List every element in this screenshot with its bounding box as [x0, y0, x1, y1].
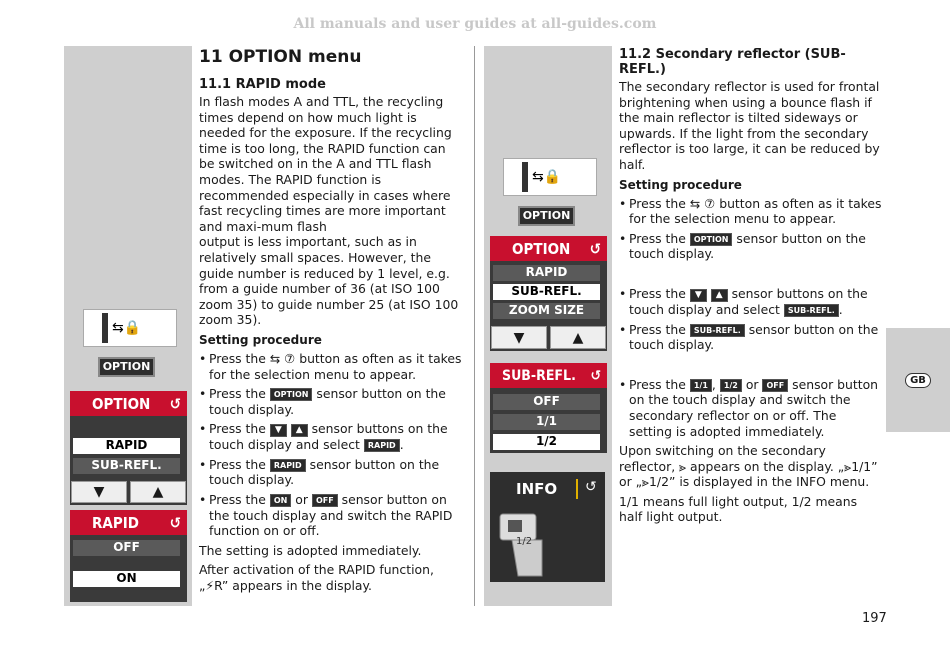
on-chip: ON — [270, 494, 292, 507]
list-item: • Press the ▼ ▲ sensor buttons on the touch display and select SUB-REFL. . — [619, 286, 883, 318]
list-item: • Press the 1/1 , 1/2 or OFF sensor button on the touch display and switch the secondary reflector on or off. The setting is adopted immediately. — [619, 377, 883, 439]
down-arrow-icon: ▼ — [71, 481, 127, 503]
up-arrow-icon: ▲ — [711, 289, 728, 302]
lcd-row: 1/1 — [493, 414, 600, 430]
lcd-title: OPTION — [512, 239, 571, 258]
up-arrow-icon: ▲ — [550, 326, 606, 349]
list-item: • Press the ⇆ ⑦ button as often as it takes for the selection menu to appear. — [619, 196, 883, 227]
info-value: 1/2 — [516, 536, 533, 547]
rapid-chip: RAPID — [364, 439, 400, 452]
lcd-row: OFF — [493, 394, 600, 410]
lcd-row: ON — [73, 571, 180, 587]
list-item: • Press the OPTION sensor button on the touch display. — [199, 386, 465, 417]
list-item: • Press the OPTION sensor button on the touch display. — [619, 231, 883, 262]
down-arrow-icon: ▼ — [690, 289, 707, 302]
paragraph: The secondary reflector is used for frontal brightening when using a bounce flash if the main reflector is tilted sideways or upwards. If the light from the secondary reflector is too large, it can be reduced by half. — [619, 79, 880, 172]
lcd-row: SUB-REFL. — [73, 458, 180, 474]
mode-switch-illustration — [503, 158, 597, 196]
lcd-rapid-menu — [70, 510, 187, 602]
subrefl-chip: SUB-REFL. — [784, 304, 839, 317]
list-item: • Press the ON or OFF sensor button on the touch display and switch the RAPID function on or off. — [199, 492, 465, 539]
language-badge: GB — [905, 373, 931, 388]
section-heading: 11.2 Secondary reflector (SUB-REFL.) — [619, 47, 846, 77]
back-icon: ↺ — [590, 367, 601, 384]
list-item: • Press the ⇆ ⑦ button as often as it takes for the selection menu to appear. — [199, 351, 465, 382]
mode-switch-illustration — [83, 309, 177, 347]
procedure-heading: Setting procedure — [199, 332, 322, 347]
lcd-row: 1/2 — [493, 434, 600, 450]
mode-switch-icon — [84, 310, 176, 346]
down-arrow-icon: ▼ — [270, 424, 287, 437]
procedure-heading: Setting procedure — [619, 177, 742, 192]
down-arrow-icon: ▼ — [491, 326, 547, 349]
option-button-illustration: OPTION — [98, 357, 155, 377]
column-divider — [474, 46, 475, 606]
option-chip: OPTION — [690, 233, 733, 246]
lcd-option-menu — [490, 236, 607, 351]
svg-text:⇆🔒: ⇆🔒 — [532, 169, 562, 185]
lcd-row: OFF — [73, 540, 180, 556]
list-item: • Press the RAPID sensor button on the touch display. — [199, 457, 465, 488]
up-arrow-icon: ▲ — [130, 481, 186, 503]
watermark: All manuals and user guides at all-guides.com — [293, 16, 657, 32]
section-heading: 11.1 RAPID mode — [199, 77, 326, 92]
paragraph: In flash modes A and TTL, the recycling times depend on how much light is needed for the exposure. If the recycling time is too long, the RAPID function can be switched on in the A and TTL flash modes. The RAPID function is recommended especially in cases where fast recycling times are more important and maxi-mum flash — [199, 94, 452, 234]
rapid-chip: RAPID — [270, 459, 306, 472]
off-chip: OFF — [762, 379, 788, 392]
option-button-illustration: OPTION — [518, 206, 575, 226]
back-icon: ↺ — [589, 239, 601, 258]
language-tab — [886, 328, 950, 432]
full-chip: 1/1 — [690, 379, 712, 392]
paragraph: The setting is adopted immediately. — [199, 542, 422, 558]
lcd-title: SUB-REFL. — [502, 367, 576, 384]
step-list — [619, 196, 883, 440]
lcd-title: OPTION — [92, 394, 151, 413]
back-icon: ↺ — [169, 513, 181, 532]
up-arrow-icon: ▲ — [291, 424, 308, 437]
paragraph: 1/1 means full light output, 1/2 means half light output. — [619, 493, 858, 525]
page-title: 11 OPTION menu — [199, 47, 362, 67]
page-number: 197 — [862, 611, 887, 626]
lcd-option-menu — [70, 391, 187, 505]
list-item: • Press the ▼ ▲ sensor buttons on the touch display and select RAPID . — [199, 421, 465, 453]
mode-switch-icon — [504, 159, 596, 195]
info-divider — [576, 479, 578, 499]
half-chip: 1/2 — [720, 379, 742, 392]
lcd-row: RAPID — [493, 265, 600, 281]
lcd-row: RAPID — [73, 438, 180, 454]
list-item: • Press the SUB-REFL. sensor button on the touch display. — [619, 322, 883, 353]
svg-text:⇆🔒: ⇆🔒 — [112, 320, 142, 336]
lcd-row: SUB-REFL. — [493, 284, 600, 300]
subrefl-chip: SUB-REFL. — [690, 324, 745, 337]
back-icon: ↺ — [585, 479, 597, 495]
step-list — [199, 351, 465, 539]
paragraph: Upon switching on the secondary reflector, ⪢ appears on the display. „⪢1/1” or „⪢1/2” is displayed in the INFO menu. — [619, 443, 878, 490]
lcd-row: ZOOM SIZE — [493, 303, 600, 319]
lcd-title: RAPID — [92, 513, 139, 532]
option-chip: OPTION — [270, 388, 313, 401]
lcd-subrefl-menu — [490, 363, 607, 453]
paragraph: output is less important, such as in relatively small spaces. However, the guide number is reduced by 1 level, e.g. from a guide number of 36 (at ISO 100 zoom 35) to guide number 25 (at ISO 100 zoom 35). — [199, 234, 459, 328]
paragraph: After activation of the RAPID function, „⚡R” appears in the display. — [199, 562, 434, 594]
back-icon: ↺ — [169, 394, 181, 413]
lcd-title: INFO — [516, 480, 558, 498]
lcd-info-screen — [490, 472, 605, 582]
off-chip: OFF — [312, 494, 338, 507]
